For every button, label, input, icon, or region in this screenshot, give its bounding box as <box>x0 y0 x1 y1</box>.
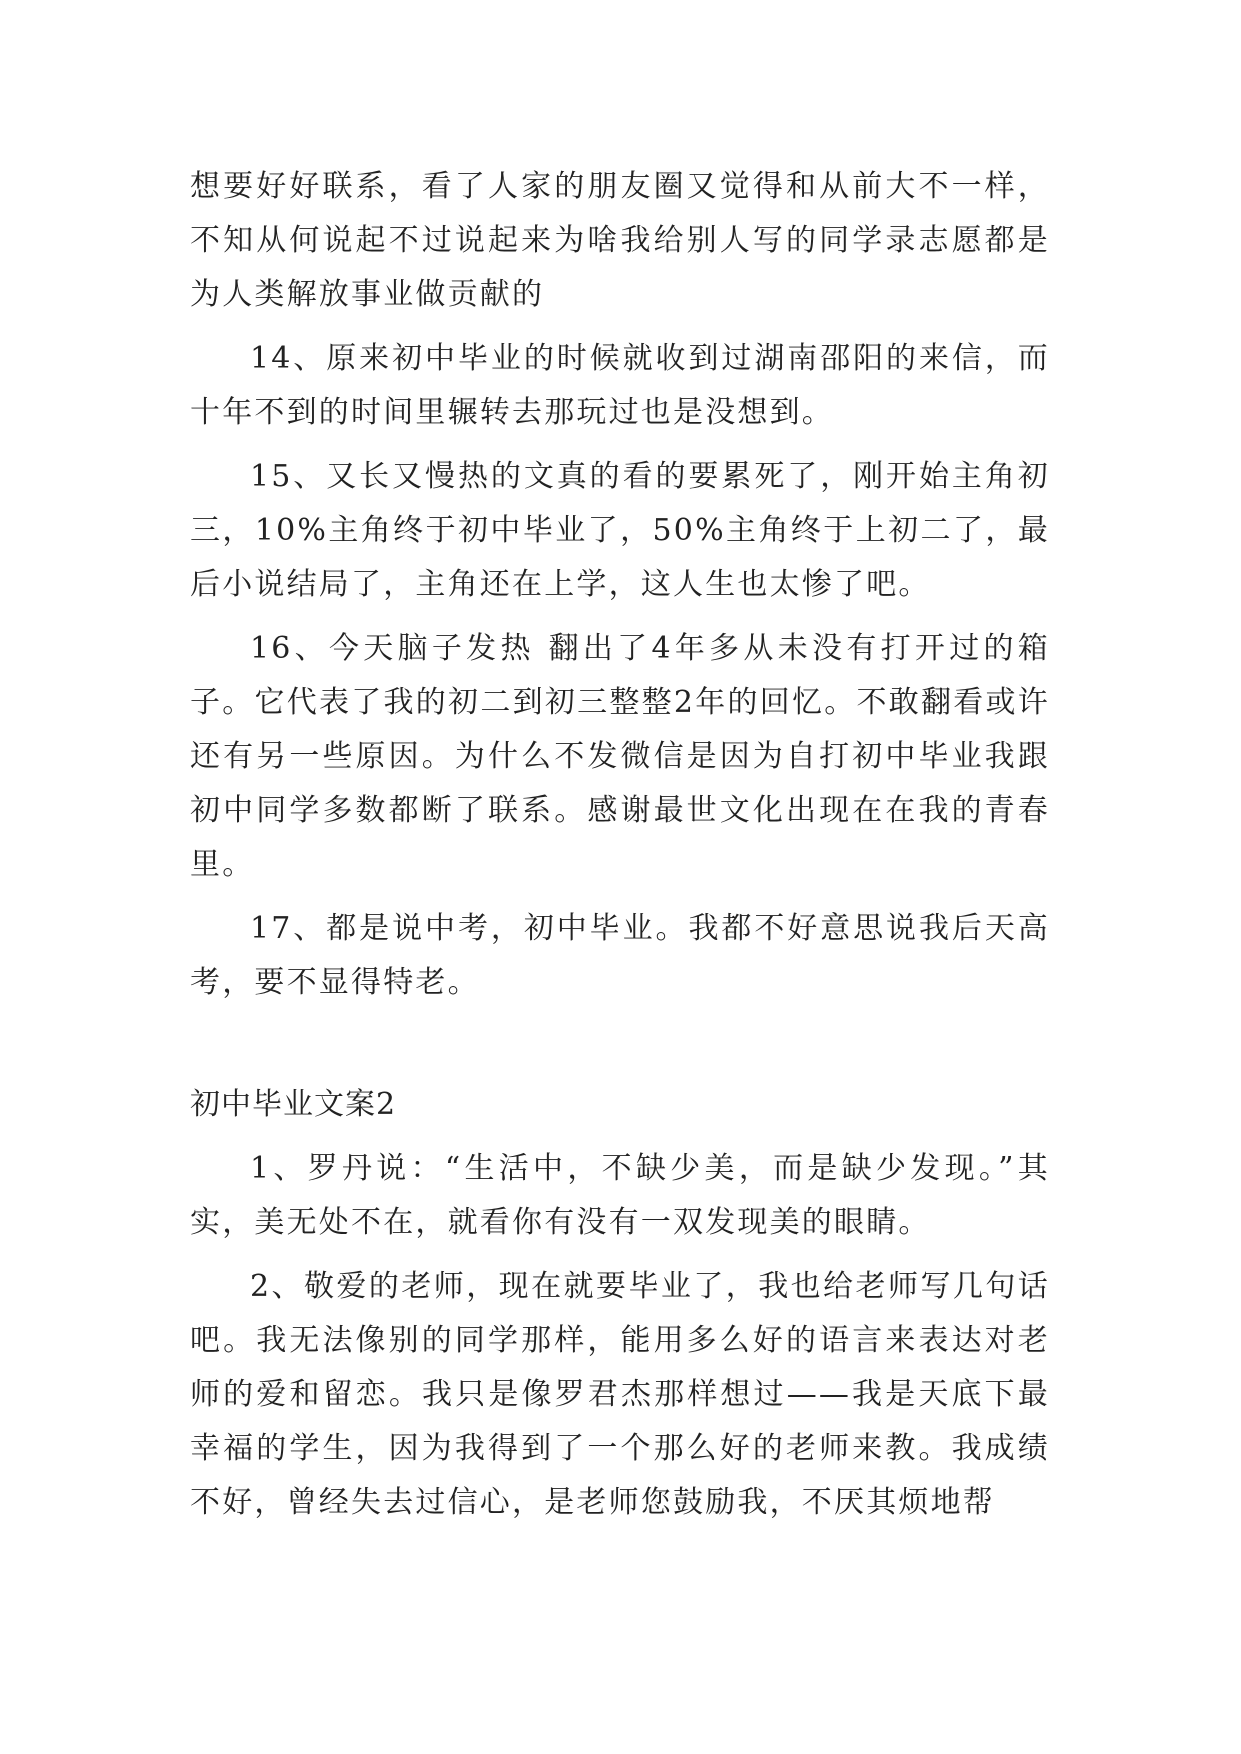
paragraph-item-17: 17、都是说中考，初中毕业。我都不好意思说我后天高考，要不显得特老。 <box>190 911 1050 1000</box>
document-body <box>190 160 1050 1540</box>
paragraph-item-16: 16、今天脑子发热 翻出了4年多从未没有打开过的箱子。它代表了我的初二到初三整整2年的回忆。不敢翻看或许还有另一些原因。为什么不发微信是因为自打初中毕业我跟初中同学多数都断了联系。感谢最世文化出现在在我的青春里。 <box>190 631 1050 882</box>
paragraph-item-15: 15、又长又慢热的文真的看的要累死了，刚开始主角初三，10%主角终于初中毕业了，50%主角终于上初二了，最后小说结局了，主角还在上学，这人生也太惨了吧。 <box>190 459 1050 602</box>
paragraph-item-2: 2、敬爱的老师，现在就要毕业了，我也给老师写几句话吧。我无法像别的同学那样，能用多么好的语言来表达对老师的爱和留恋。我只是像罗君杰那样想过——我是天底下最幸福的学生，因为我得到了一个那么好的老师来教。我成绩不好，曾经失去过信心，是老师您鼓励我，不厌其烦地帮 <box>190 1269 1050 1520</box>
paragraph-item-1: 1、罗丹说：“生活中，不缺少美，而是缺少发现。”其实，美无处不在，就看你有没有一双发现美的眼睛。 <box>190 1151 1050 1240</box>
paragraph-item-14: 14、原来初中毕业的时候就收到过湖南邵阳的来信，而十年不到的时间里辗转去那玩过也是没想到。 <box>190 341 1050 430</box>
paragraph-continuation: 想要好好联系，看了人家的朋友圈又觉得和从前大不一样，不知从何说起不过说起来为啥我给别人写的同学录志愿都是为人类解放事业做贡献的 <box>190 169 1050 312</box>
section-title: 初中毕业文案2 <box>190 1087 397 1122</box>
